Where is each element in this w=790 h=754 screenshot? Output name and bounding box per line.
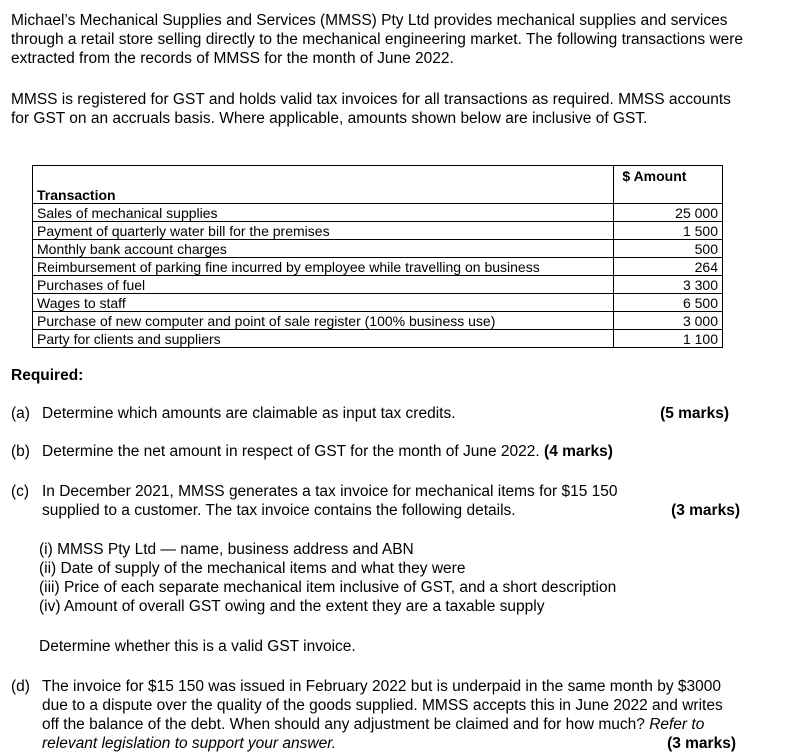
- row-description: Payment of quarterly water bill for the premises: [33, 222, 614, 240]
- question-label: (c): [11, 483, 30, 500]
- header-amount: $ Amount: [614, 166, 723, 204]
- row-description: Purchases of fuel: [33, 276, 614, 294]
- question-label: (d): [11, 678, 30, 695]
- question-c-determine: Determine whether this is a valid GST invoice.: [39, 638, 356, 655]
- row-amount: 1 100: [614, 330, 723, 348]
- row-description: Party for clients and suppliers: [33, 330, 614, 348]
- row-description: Monthly bank account charges: [33, 240, 614, 258]
- list-item: (i) MMSS Pty Ltd — name, business address and ABN: [39, 541, 414, 558]
- marks-badge: (3 marks): [667, 735, 736, 752]
- question-instruction: Refer to relevant legislation to support your answer.: [42, 716, 705, 752]
- table-row: [33, 312, 723, 330]
- row-description: Sales of mechanical supplies: [33, 204, 614, 222]
- table-row: [33, 240, 723, 258]
- row-amount: 264: [614, 258, 723, 276]
- question-b: [11, 442, 741, 461]
- intro-paragraph-1: Michael’s Mechanical Supplies and Services (MMSS) Pty Ltd provides mechanical supplies and services through a retail store selling directly to the mechanical engineering market. The following transactions were extracted from the records of MMSS for the month of June 2022.: [11, 12, 744, 67]
- question-text: The invoice for $15 150 was issued in February 2022 but is underpaid in the same month by $3000 due to a dispute over the quality of the goods supplied. MMSS accepts this in June 2022 and writes off the balance of the debt. When should any adjustment be claimed and for how much?: [42, 678, 723, 733]
- row-amount: 1 500: [614, 222, 723, 240]
- table-row: [33, 204, 723, 222]
- intro-paragraph-2: MMSS is registered for GST and holds valid tax invoices for all transactions as required. MMSS accounts for GST on an accruals basis. Where applicable, amounts shown below are inclusive of GST.: [11, 91, 731, 127]
- list-item: (ii) Date of supply of the mechanical items and what they were: [39, 560, 466, 577]
- row-amount: 3 000: [614, 312, 723, 330]
- row-amount: 6 500: [614, 294, 723, 312]
- question-d: [11, 677, 741, 753]
- row-description: Reimbursement of parking fine incurred by employee while travelling on business: [33, 258, 614, 276]
- table-row: [33, 330, 723, 348]
- question-label: (b): [11, 443, 30, 460]
- question-a: [11, 404, 741, 423]
- invoice-details-list: [39, 540, 616, 616]
- table-row: [33, 222, 723, 240]
- question-text: In December 2021, MMSS generates a tax invoice for mechanical items for $15 150 supplied to a customer. The tax invoice contains the following details.: [42, 483, 618, 519]
- table-row: [33, 276, 723, 294]
- header-transaction: Transaction: [33, 166, 614, 204]
- table-header-row: [33, 166, 723, 204]
- marks-badge: (4 marks): [544, 443, 613, 460]
- question-text: Determine the net amount in respect of GST for the month of June 2022.: [42, 443, 540, 460]
- transactions-table: [32, 165, 723, 348]
- marks-badge: (5 marks): [660, 405, 729, 422]
- table-row: [33, 294, 723, 312]
- question-text: Determine which amounts are claimable as input tax credits.: [42, 405, 456, 422]
- list-item: (iv) Amount of overall GST owing and the extent they are a taxable supply: [39, 598, 545, 615]
- row-amount: 3 300: [614, 276, 723, 294]
- row-amount: 25 000: [614, 204, 723, 222]
- list-item: (iii) Price of each separate mechanical item inclusive of GST, and a short description: [39, 579, 617, 596]
- marks-badge: (3 marks): [671, 502, 740, 519]
- question-c: [11, 482, 741, 520]
- row-description: Purchase of new computer and point of sale register (100% business use): [33, 312, 614, 330]
- row-description: Wages to staff: [33, 294, 614, 312]
- question-label: (a): [11, 405, 30, 422]
- required-heading: Required:: [11, 367, 84, 384]
- row-amount: 500: [614, 240, 723, 258]
- table-row: [33, 258, 723, 276]
